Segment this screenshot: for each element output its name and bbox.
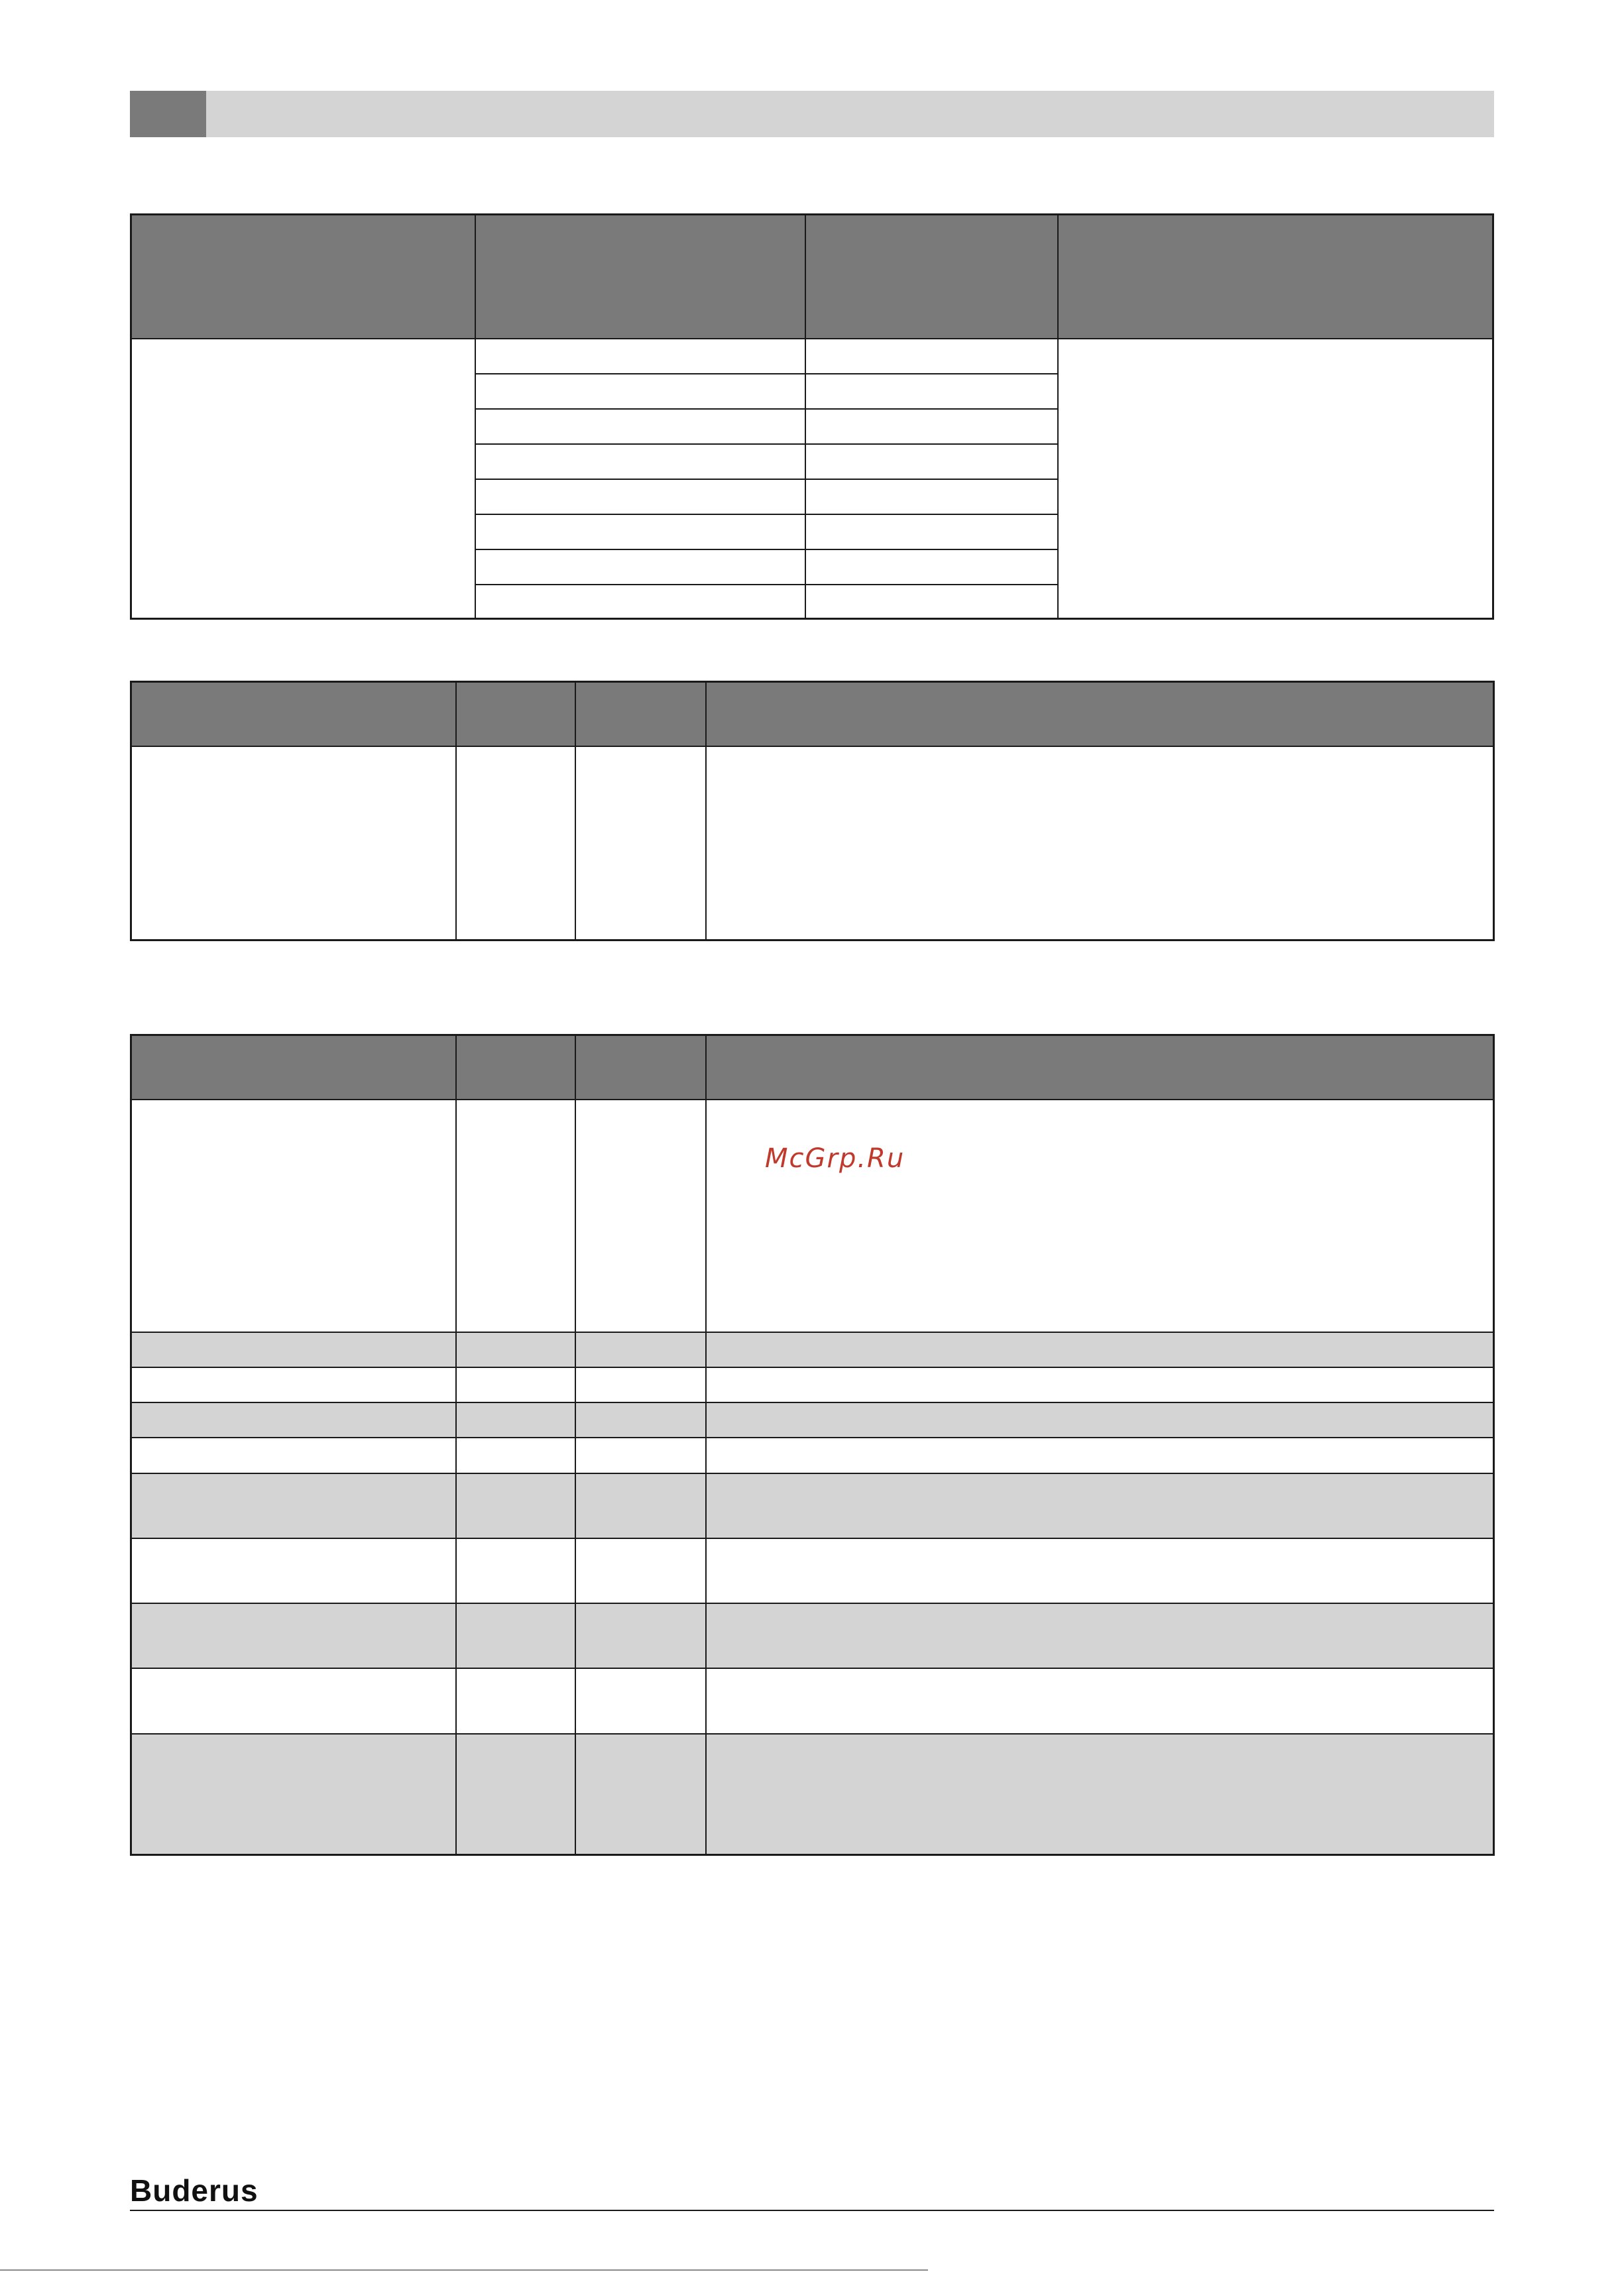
table-3-row-7-cell	[705, 1538, 1495, 1604]
table-3-row-5-cell	[705, 1437, 1495, 1474]
table-3-header-col-4	[705, 1034, 1495, 1100]
table-3-header-col-1	[130, 1034, 457, 1100]
table-3-row-2-cell	[130, 1332, 457, 1368]
table-3-row-3-cell	[705, 1367, 1495, 1403]
table-1-cell	[805, 338, 1059, 374]
table-1-merged-cell-col-1	[130, 338, 476, 620]
table-3-row-10-cell	[455, 1733, 576, 1856]
table-3-row-4-cell	[130, 1402, 457, 1438]
table-1-cell	[805, 549, 1059, 585]
table-1-cell	[805, 584, 1059, 620]
table-2-cell	[705, 746, 1495, 941]
table-2-header-col-3	[575, 681, 707, 747]
table-2-cell	[455, 746, 576, 941]
table-3-row-3-cell	[130, 1367, 457, 1403]
table-2-header-col-1	[130, 681, 457, 747]
table-1-cell	[805, 443, 1059, 480]
table-3-row-7-cell	[575, 1538, 707, 1604]
table-3-row-9-cell	[130, 1668, 457, 1735]
table-2-cell	[130, 746, 457, 941]
table-1-cell	[475, 479, 806, 515]
table-3-row-7-cell	[130, 1538, 457, 1604]
table-3-row-1-cell	[575, 1099, 707, 1333]
table-3-row-4-cell	[705, 1402, 1495, 1438]
table-1-cell	[475, 373, 806, 410]
chapter-tab	[130, 91, 206, 137]
table-1-header-col-1	[130, 213, 476, 339]
table-3-row-1-cell	[455, 1099, 576, 1333]
table-3-row-5-cell	[455, 1437, 576, 1474]
table-1-cell	[475, 514, 806, 550]
table-3-row-3-cell	[575, 1367, 707, 1403]
table-1-cell	[475, 549, 806, 585]
table-3-row-4-cell	[575, 1402, 707, 1438]
footer-rule	[130, 2210, 1494, 2211]
table-2-cell	[575, 746, 707, 941]
table-3-row-8-cell	[705, 1603, 1495, 1669]
watermark-text: McGrp.Ru	[765, 1143, 905, 1174]
table-3-row-2-cell	[705, 1332, 1495, 1368]
table-3-row-10-cell	[705, 1733, 1495, 1856]
table-1-header-col-3	[805, 213, 1059, 339]
table-3-row-5-cell	[575, 1437, 707, 1474]
page-bottom-rule	[0, 2269, 928, 2271]
table-3-row-6-cell	[130, 1473, 457, 1539]
table-3-header-col-3	[575, 1034, 707, 1100]
table-1-cell	[475, 338, 806, 374]
header-bar	[130, 91, 1494, 137]
table-3-row-6-cell	[455, 1473, 576, 1539]
table-3-row-6-cell	[575, 1473, 707, 1539]
table-3-row-8-cell	[575, 1603, 707, 1669]
table-1-header-col-4	[1057, 213, 1494, 339]
table-3-row-5-cell	[130, 1437, 457, 1474]
table-1-cell	[805, 408, 1059, 445]
table-3-row-9-cell	[575, 1668, 707, 1735]
table-1-cell	[805, 514, 1059, 550]
table-1-merged-cell-col-4	[1057, 338, 1494, 620]
table-1-cell	[475, 443, 806, 480]
table-3-row-3-cell	[455, 1367, 576, 1403]
table-1-cell	[805, 373, 1059, 410]
table-1-cell	[475, 584, 806, 620]
table-3-row-7-cell	[455, 1538, 576, 1604]
table-3-row-10-cell	[575, 1733, 707, 1856]
table-2-header-col-4	[705, 681, 1495, 747]
table-3-row-1-cell	[130, 1099, 457, 1333]
table-3-row-6-cell	[705, 1473, 1495, 1539]
table-3-row-4-cell	[455, 1402, 576, 1438]
table-3-row-8-cell	[130, 1603, 457, 1669]
table-3-row-10-cell	[130, 1733, 457, 1856]
table-3-row-2-cell	[575, 1332, 707, 1368]
buderus-logo: Buderus	[130, 2173, 259, 2208]
table-3-row-8-cell	[455, 1603, 576, 1669]
table-3-row-9-cell	[705, 1668, 1495, 1735]
table-3-row-2-cell	[455, 1332, 576, 1368]
table-1-cell	[475, 408, 806, 445]
table-3-row-9-cell	[455, 1668, 576, 1735]
table-3-row-1-cell	[705, 1099, 1495, 1333]
table-2-header-col-2	[455, 681, 576, 747]
table-3-header-col-2	[455, 1034, 576, 1100]
table-1-cell	[805, 479, 1059, 515]
table-1-header-col-2	[475, 213, 806, 339]
